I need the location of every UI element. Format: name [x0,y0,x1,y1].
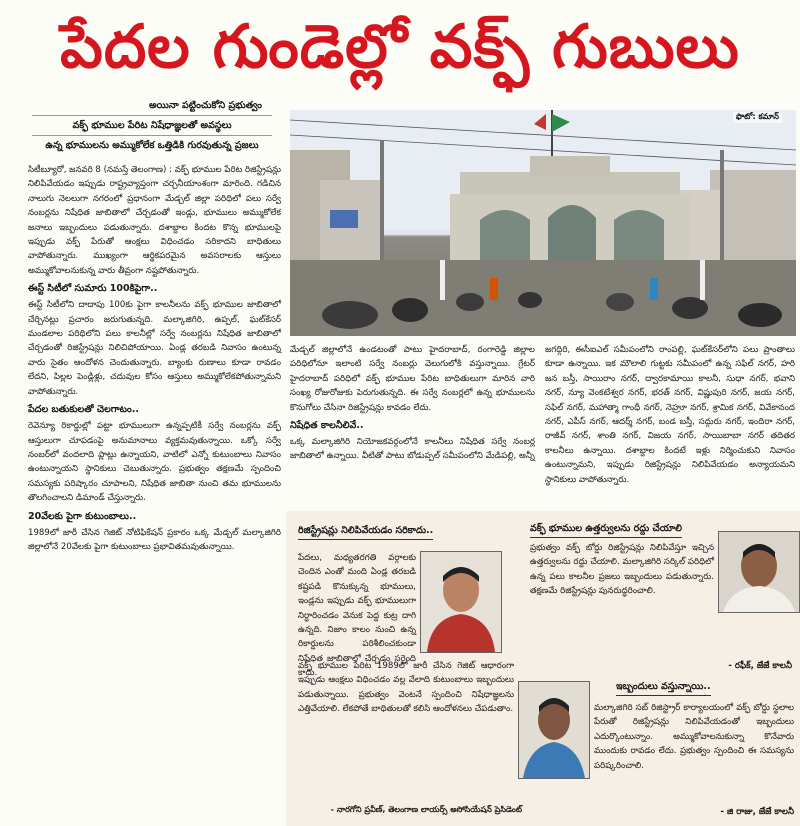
right-para-1: జగద్గిరి, ఈసీఐఎల్ సమీపంలోని రాంపల్లి, ఘట్‌కేసర్‌లోని పలు ప్రాంతాలు కూడా ఉన్నాయి. ఇక మౌలాలి గుట్టకు సమీపంలో ఉన్న సఫిల్ నగర్, హరి జన బస్తీ, సాయిరాం నగర్, ద్వారకామాయి కాలనీ, సుధా నగర్, భవాని నగర్, న్యూ వెంకటేశ్వర నగర్, భరత్ నగర్, విష్ణుపురి నగర్, జయ నగర్, సఫిల్ నగర్, మహాత్మా గాంధీ నగర్, నెహ్రూ నగర్, శ్రామిక నగర్, వివేకానంద నగర్, ఎపీస్ నగర్, ఆదర్శ్ నగర్, బండ బస్తీ, సద్గురు నగర్, ఇందిరా నగర్, రాజీవ్ నగర్, శాంతి నగర్, విజయ నగర్, సాయిబాబా నగర్ తదితర కాలనీలు ఉన్నాయి. దశాబ్దాల కిందటే ఇళ్లు నిర్మించుకుని నివాసం ఉంటున్నామని, ఇప్పుడు రిజిస్ట్రేషన్లు నిలిపివేయడం అన్యాయమని స్థానికులు వాపోతున్నారు. [545,345,795,485]
box-right-title-2: ఇబ్బందులు వస్తున్నాయి.. [616,681,711,696]
box-left-para-2: వక్ఫ్ భూముల పేరిట 1989లో జారీ చేసిన గెజిట్ ఆధారంగా ఇప్పుడు ఆంక్షలు విధించడం వల్ల వేలాది కుటుంబాలు ఇబ్బందులు పడుతున్నాయి. ప్రభుత్వం వెంటనే స్పందించి నిషేధాజ్ఞలను ఎత్తివేయాలి. లేకపోతే బాధితులతో కలిసి ఆందోళనలు చేపడుతాం. [298,661,514,715]
box-right-title-1: వక్ఫ్ భూముల ఉత్తర్వులను రద్దు చేయాలి [530,523,682,538]
kicker [32,96,272,155]
middle-column [290,343,535,508]
mid-subhead-1: నిషేధిత కాలనీలివే.. [290,420,364,432]
news-photo [290,110,796,336]
box-left-signature: - నారగోని ప్రవీణ్, తెలంగాణ లాయర్స్ అసోసియేషన్ ప్రెసిడెంట్ [330,805,522,814]
box-left-title: రిజిస్ట్రేషన్లు నిలిపివేయడం సరికాదు.. [298,525,433,540]
box-right-text-1 [530,541,714,663]
right-column [545,343,795,508]
headline: పేదల గుండెల్లో వక్ఫ్ గుబులు [60,12,740,82]
kicker-line-1: అయినా పట్టించుకోని ప్రభుత్వం [32,96,272,116]
left-para-1: సిటీబ్యూరో, జనవరి 8 (నమస్తే తెలంగాణ) : వక్ఫ్ భూముల పేరిట రిజిస్ట్రేషన్లు నిలిపివేయడం ఇప్పుడు రాష్ట్రవ్యాప్తంగా చర్చనీయాంశంగా మారింది. గడిచిన నాలుగు నెలలుగా నగరంలో ప్రధానంగా మేడ్చల్ జిల్లా పరిధిలో పలు సర్వే నంబర్లను నిషేధిత జాబితాలో చేర్చడంతో ఇండ్లు, భూములు అమ్ముకోలేక జనాలు ఇబ్బందులు పడుతున్నారు. దశాబ్దాల కిందట కొన్న భూములపై ఇప్పుడు వక్ఫ్ పేరుతో ఆంక్షలు విధించడం సరికాదని బాధితులు వాపోతున్నారు. ముఖ్యంగా ఆర్థికపరమైన అవసరాలకు ఆస్తులు అమ్ముకోవాలనుకున్న వారు తీవ్రంగా నష్టపోతున్నారు. [28,165,281,276]
kicker-line-3: ఉన్న భూములను అమ్ముకోలేక ఒత్తిడికి గురవుతున్న ప్రజలు [45,140,259,151]
portrait-raju [518,681,590,779]
portrait-rafiq [718,531,800,613]
kicker-line-2: వక్ఫ్ భూముల పేరిట నిషేధాజ్ఞలతో అవస్థలు [32,116,272,136]
left-column [28,163,281,826]
opinion-box [286,511,800,826]
left-subhead-2: పేదల బతుకులతో చెలగాటం.. [28,404,139,416]
box-right-para-1: ప్రభుత్వం వక్ఫ్ బోర్డు రిజిస్ట్రేషన్లు నిలిపివేస్తూ ఇచ్చిన ఉత్తర్వులను రద్దు చేయాలి. మల్కాజిగిరి సర్కిల్ పరిధిలో ఉన్న పలు కాలనీల ప్రజలు ఇబ్బందులు పడుతున్నారు. తక్షణమే రిజిస్ట్రేషన్లు పునరుద్ధరించాలి. [530,543,714,597]
box-right-text-2 [594,701,794,805]
left-subhead-1: ఈస్ట్ సిటీలో సుమారు 100కిపైగా.. [28,283,158,295]
left-subhead-3: 20వేలకు పైగా కుటుంబాలు.. [28,510,137,522]
portrait-praveen [420,551,502,653]
box-right-signature-2: - జి రాజు, జేజే కాలనీ [720,807,794,817]
box-right-para-2: మల్కాజిగిరి సబ్ రిజిస్ట్రార్ కార్యాలయంలో వక్ఫ్ బోర్డు స్థలాల పేరుతో రిజిస్ట్రేషన్లు నిలిపివేయడంతో ఇబ్బందులు ఎదుర్కొంటున్నాం. అమ్ముకోవాలనుకున్నా కొనేవారు ముందుకు రావడం లేదు. ప్రభుత్వం స్పందించి ఈ సమస్యను పరిష్కరించాలి. [594,703,794,771]
box-left-para-1: పేదలు, మధ్యతరగతి వర్గాలకు చెందిన ఎంతో మంది ఏండ్ల తరబడి కష్టపడి కొనుక్కున్న భూములు, ఇండ్లను ఇప్పుడు వక్ఫ్ భూములుగా నిర్ధారించడం వెనుక పెద్ద కుట్ర దాగి ఉన్నది. నిజాం కాలం నుంచి ఉన్న రికార్డులను పరిశీలించకుండా నిషేధిత జాబితాలో చేర్చడం సరైంది కాదు. [298,553,416,679]
gate-photo-illustration [290,110,796,336]
left-para-3: రెవెన్యూ రికార్డుల్లో పట్టా భూములుగా ఉన్నప్పటికీ సర్వే నంబర్లను వక్ఫ్ ఆస్తులుగా చూపడంపై అనుమానాలు వ్యక్తమవుతున్నాయి. ఒక్కో సర్వే నంబర్‌లో వందలాది ప్లాట్లు ఉన్నాయని, వాటిలో ఎన్నో కుటుంబాలు నివాసం ఉంటున్నాయని స్థానికులు చెబుతున్నారు. ప్రభుత్వం తక్షణమే స్పందించి సమస్యకు పరిష్కారం చూపాలని, నిషేధిత జాబితా నుంచి తమ భూములను తొలగించాలని డిమాండ్ చేస్తున్నారు. [28,421,281,504]
mid-para-2: ఒక్క మల్కాజిగిరి నియోజకవర్గంలోనే కాలనీలు నిషేధిత సర్వే నంబర్ల జాబితాలో ఉన్నాయి. వీటితో పాటు బోడుప్పల్ సమీపంలోని మేడిపల్లి, అన్నీ [290,437,535,462]
box-left-text-bottom [298,659,514,799]
photo-credit: ఫొటో: కమాన్ [733,112,782,123]
box-right-signature-1: - రఫీక్, జేజే కాలనీ [728,661,792,671]
box-left-text-top [298,551,416,679]
mid-para-1: మేడ్చల్ జిల్లాలోనే ఉండటంతో పాటు హైదరాబాద్, రంగారెడ్డి జిల్లాల పరిధిలోనూ ఇలాంటి సర్వే నంబర్లు వెలుగులోకి వస్తున్నాయి. గ్రేటర్ హైదరాబాద్ పరిధిలో వక్ఫ్ భూముల పేరిట బాధితులుగా మారిన వారి సంఖ్య రోజురోజుకు పెరుగుతున్నది. ఈ సర్వే నంబర్లలో ఉన్న భూములను కొనుగోలు చేసినా రిజిస్ట్రేషన్లు కావడం లేదు. [290,345,535,413]
left-para-4: 1989లో జారీ చేసిన గెజిట్ నోటిఫికేషన్ ప్రకారం ఒక్క మేడ్చల్ మల్కాజిగిరి జిల్లాలోనే 20వేలకు పైగా కుటుంబాలు ప్రభావితమవుతున్నాయి. [28,527,281,552]
left-para-2: ఈస్ట్ సిటీలోని దాదాపు 100కు పైగా కాలనీలను వక్ఫ్ భూముల జాబితాలో చేర్చినట్లు ప్రచారం జరుగుతున్నది. మల్కాజిగిరి, ఉప్పల్, ఘట్‌కేసర్ మండలాల పరిధిలోని పలు కాలనీల్లో సర్వే నంబర్లను నిషేధిత జాబితాలో చేర్చడంతో రిజిస్ట్రేషన్లు నిలిచిపోయాయి. ఏండ్ల తరబడి నివాసం ఉంటున్న వారు సైతం ఆందోళన చెందుతున్నారు. బ్యాంకు రుణాలు కూడా రావడం లేదని, పిల్లల పెండ్లిళ్లు, చదువుల కోసం ఆస్తులు అమ్ముకోలేకపోతున్నామని వాపోతున్నారు. [28,300,281,397]
